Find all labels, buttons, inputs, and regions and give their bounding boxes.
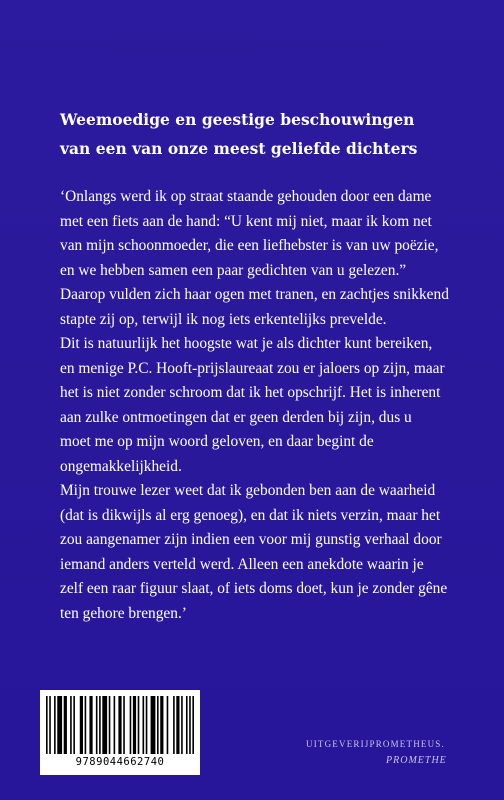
barcode-bar <box>167 696 169 754</box>
blurb-line: het is niet zonder schroom dat ik het opschrijf. Het is inherent <box>60 384 441 401</box>
barcode-bar <box>173 696 175 754</box>
barcode-bar <box>54 696 56 754</box>
barcode-bar <box>46 696 48 754</box>
barcode-bar <box>96 696 98 754</box>
publisher-logo: PROMETHE <box>386 755 447 766</box>
barcode-bar <box>85 696 87 754</box>
barcode-bar <box>189 696 191 754</box>
blurb-line: stapte zij op, terwijl ik nog iets erkentelijks prevelde. <box>60 310 387 328</box>
blurb-line: Dit is natuurlijk het hoogste wat je als dichter kunt bereiken, <box>60 335 433 352</box>
blurb-line: aan zulke ontmoetingen dat er geen derden bij zijn, dus u <box>60 408 412 426</box>
publisher-url: UITGEVERIJPROMETHEUS. <box>306 739 445 749</box>
barcode-bar <box>176 696 179 754</box>
barcode-bar <box>70 696 72 754</box>
blurb-text <box>60 185 480 626</box>
barcode-bar <box>109 696 111 754</box>
blurb-line: ‘Onlangs werd ik op straat staande gehouden door een dame <box>60 188 432 205</box>
blurb-line: Daarop vulden zich haar ogen met tranen, en zachtjes snikkend <box>60 286 449 303</box>
isbn-barcode <box>40 690 200 775</box>
blurb-line: zelf een raar figuur slaat, of iets doms doet, kun je zonder gêne <box>60 580 448 597</box>
barcode-bar <box>186 696 188 754</box>
barcode-bar <box>146 696 148 754</box>
barcode-bar <box>80 696 83 754</box>
barcode-bar <box>89 696 92 754</box>
blurb-line: ten gehore brengen.’ <box>60 604 187 622</box>
barcode-bar <box>73 696 75 754</box>
blurb-line: zou aangenamer zijn indien een voor mij gunstig verhaal door <box>60 531 442 548</box>
barcode-bar <box>114 696 116 754</box>
blurb-line: en menige P.C. Hooft-prijslaureaat zou er jaloers op zijn, maar <box>60 359 445 377</box>
barcode-bar <box>157 696 159 754</box>
barcode-bar <box>130 696 132 754</box>
barcode-bar <box>64 696 67 754</box>
cover-headline <box>60 105 480 163</box>
isbn-number: 9789044662740 <box>75 756 165 768</box>
blurb-line: moet me op mijn woord geloven, en daar begint de <box>60 433 374 450</box>
barcode-bars <box>46 696 194 754</box>
barcode-bar <box>133 696 136 754</box>
barcode-bar <box>160 696 163 754</box>
barcode-bar <box>118 696 121 754</box>
blurb-line: Mijn trouwe lezer weet dat ik gebonden ben aan de waarheid <box>60 482 436 499</box>
barcode-bar <box>151 696 156 754</box>
headline-line-1: Weemoedige en geestige beschouwingen <box>60 110 415 129</box>
blurb-line: en we hebben samen een paar gedichten van u gelezen.” <box>60 261 407 279</box>
blurb-line: (dat is dikwijls al erg genoeg), en dat ik niets verzin, maar het <box>60 506 441 524</box>
barcode-bar <box>99 696 101 754</box>
blurb-line: van mijn schoonmoeder, die een liefhebster is van uw poëzie, <box>60 237 439 254</box>
barcode-bar <box>181 696 183 754</box>
barcode-bar <box>49 696 51 754</box>
blurb-line: met een fiets aan de hand: “U kent mij niet, maar ik kom net <box>60 212 432 230</box>
barcode-bar <box>192 696 194 754</box>
barcode-bar <box>123 696 125 754</box>
barcode-bar <box>143 696 145 754</box>
barcode-bar <box>57 696 62 754</box>
headline-line-2: van een van onze meest geliefde dichters <box>60 139 418 158</box>
blurb-line: ongemakkelijkheid. <box>60 457 182 475</box>
blurb-line: iemand anders verteld werd. Alleen een anekdote waarin je <box>60 555 424 573</box>
barcode-bar <box>102 696 107 754</box>
barcode-bar <box>138 696 140 754</box>
